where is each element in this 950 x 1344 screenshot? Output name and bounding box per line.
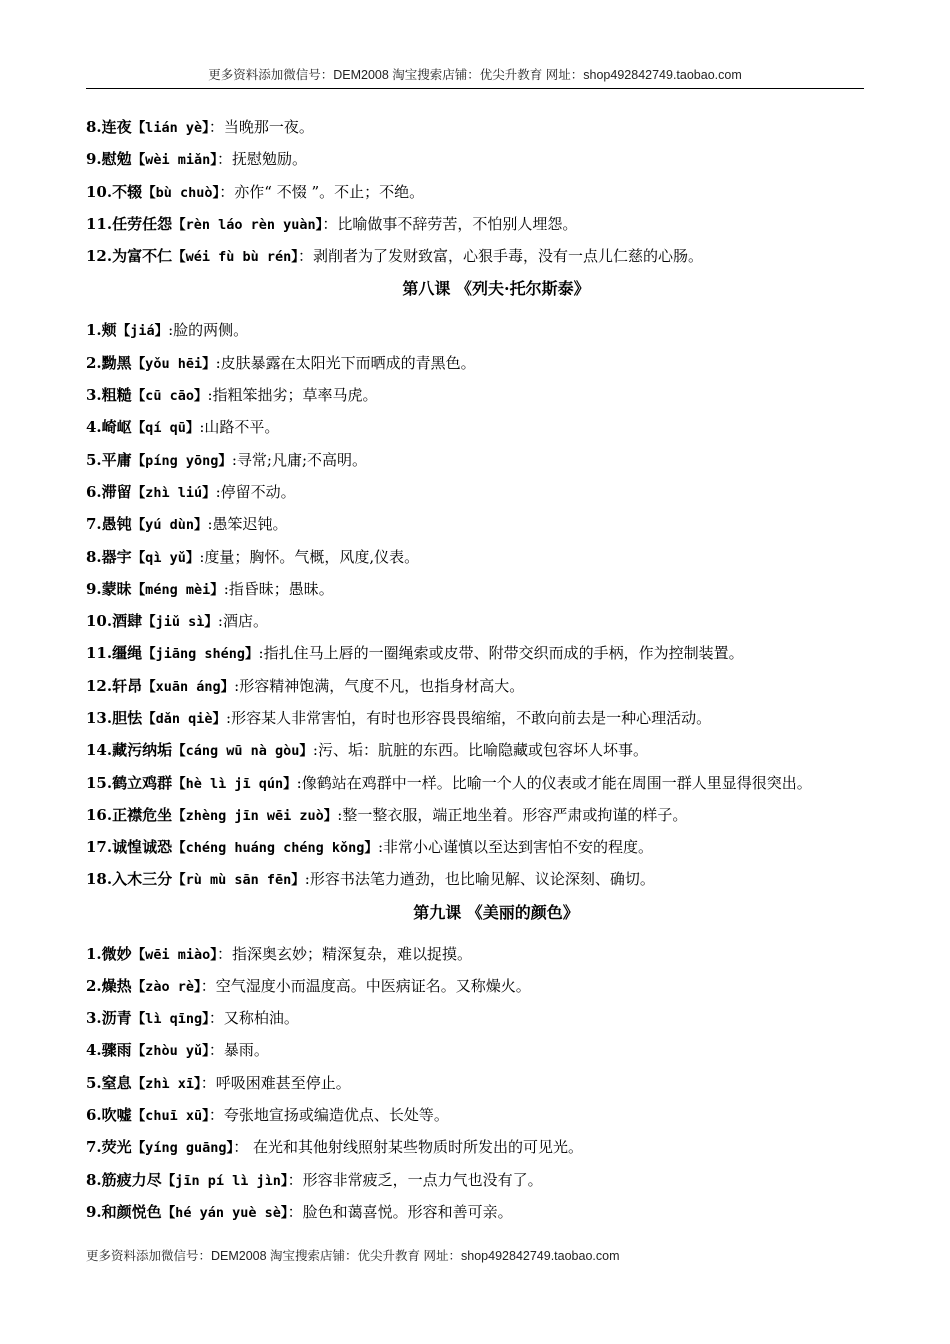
vocab-entry (86, 412, 866, 444)
vocab-pinyin: 【zào rè】 (131, 978, 201, 995)
vocab-entry (86, 768, 866, 800)
vocab-entry (86, 209, 866, 241)
entry-number: 1. (86, 944, 102, 963)
vocab-definition: ：抚慰勉励。 (216, 150, 307, 169)
vocab-entry (86, 315, 866, 347)
vocab-definition: :停留不动。 (215, 482, 296, 501)
vocab-entry (86, 971, 866, 1003)
vocab-word: 颊 (101, 321, 117, 340)
vocab-pinyin: 【xuān áng】 (142, 678, 235, 695)
vocab-entry (86, 1100, 866, 1132)
vocab-word: 蒙昧 (101, 579, 132, 598)
vocab-word: 窒息 (101, 1073, 132, 1092)
entry-number: 7. (86, 1138, 102, 1157)
vocab-definition: ：空气湿度小而温度高。中医病证名。又称燥火。 (200, 976, 531, 995)
vocab-word: 愚钝 (101, 515, 132, 534)
vocab-pinyin: 【cū cāo】 (131, 388, 208, 405)
vocab-pinyin: 【zhì xī】 (131, 1075, 201, 1092)
vocab-word: 沥青 (101, 1009, 132, 1028)
vocab-definition: ：形容非常疲乏，一点力气也没有了。 (287, 1170, 543, 1189)
vocab-word: 燥热 (101, 976, 132, 995)
vocab-entry (86, 703, 866, 735)
lesson-title: 第八课 《列夫·托尔斯泰》 (402, 279, 590, 299)
vocab-definition: :指昏昧；愚昧。 (223, 579, 334, 598)
entry-number: 6. (86, 1106, 102, 1125)
entry-number: 4. (86, 418, 102, 437)
vocab-entry (86, 241, 866, 273)
vocab-definition: ：亦作“ 不惙 ”。不止；不绝。 (219, 182, 425, 201)
vocab-pinyin: 【yíng guāng】 (131, 1140, 234, 1157)
vocab-entry (86, 1035, 866, 1067)
vocab-definition: ：剥削者为了发财致富，心狠手毒，没有一点儿仁慈的心肠。 (298, 247, 704, 266)
vocab-definition: :脸的两侧。 (168, 321, 249, 340)
vocab-word: 吹嘘 (101, 1106, 132, 1125)
vocab-word: 骤雨 (101, 1041, 132, 1060)
vocab-pinyin: 【dǎn qiè】 (142, 711, 227, 728)
entry-number: 4. (86, 1041, 102, 1060)
vocab-word: 入木三分 (112, 870, 173, 889)
vocab-definition: :愚笨迟钝。 (207, 515, 288, 534)
vocab-word: 崎岖 (101, 418, 132, 437)
vocab-pinyin: 【jiǔ sì】 (142, 614, 218, 631)
entry-number: 12. (86, 247, 113, 266)
vocab-pinyin: 【yǒu hēi】 (131, 355, 216, 372)
vocab-pinyin: 【píng yōng】 (131, 452, 232, 469)
vocab-pinyin: 【zhòu yǔ】 (131, 1043, 209, 1060)
vocab-word: 平庸 (101, 450, 132, 469)
vocab-entry (86, 832, 866, 864)
vocab-definition: :指扎住马上唇的一圈绳索或皮带、附带交织而成的手柄，作为控制装置。 (258, 644, 744, 663)
vocab-pinyin: 【chéng huáng chéng kǒng】 (172, 839, 378, 856)
entry-number: 3. (86, 1009, 102, 1028)
vocab-word: 藏污纳垢 (112, 741, 173, 760)
vocab-entry (86, 606, 866, 638)
vocab-definition: ：脸色和蔼喜悦。形容和善可亲。 (287, 1202, 513, 1221)
vocab-word: 正襟危坐 (112, 805, 173, 824)
vocab-word: 筋疲力尽 (101, 1170, 162, 1189)
vocab-pinyin: 【lián yè】 (131, 120, 209, 136)
vocab-pinyin: 【wèi miǎn】 (131, 152, 217, 169)
vocab-entry (86, 1165, 866, 1197)
vocab-definition: ：比喻做事不辞劳苦，不怕别人埋怨。 (322, 214, 578, 233)
vocab-pinyin: 【bù chuò】 (142, 184, 220, 201)
vocab-definition: :寻常;凡庸;不高明。 (231, 450, 368, 469)
vocab-entry (86, 638, 866, 670)
vocab-pinyin: 【yú dùn】 (131, 517, 208, 534)
vocab-pinyin: 【jiāng shéng】 (142, 646, 259, 663)
vocab-pinyin: 【qì yǔ】 (131, 549, 200, 566)
vocab-entry (86, 177, 866, 209)
entry-number: 6. (86, 482, 102, 501)
vocab-definition: ：又称柏油。 (208, 1009, 299, 1028)
vocab-pinyin: 【hé yán yuè sè】 (161, 1204, 288, 1221)
vocab-definition: ：夸张地宣扬或编造优点、长处等。 (208, 1106, 449, 1125)
vocab-word: 连夜 (101, 118, 132, 136)
vocab-entry (86, 477, 866, 509)
vocab-pinyin: 【qí qū】 (131, 420, 200, 437)
vocab-pinyin: 【rèn láo rèn yuàn】 (172, 216, 323, 233)
vocab-definition: :度量；胸怀。气概，风度,仪表。 (199, 547, 420, 566)
vocab-word: 不辍 (112, 182, 143, 201)
entry-number: 9. (86, 150, 102, 169)
vocab-definition: :酒店。 (217, 612, 268, 631)
vocab-definition: ：当晚那一夜。 (208, 118, 314, 136)
entry-number: 3. (86, 386, 102, 405)
vocab-entry (86, 864, 866, 896)
entry-number: 17. (86, 837, 113, 856)
entry-number: 9. (86, 579, 102, 598)
vocab-word: 鹤立鸡群 (112, 773, 173, 792)
vocab-pinyin: 【jīn pí lì jìn】 (161, 1172, 288, 1189)
vocab-definition: :像鹤站在鸡群中一样。比喻一个人的仪表或才能在周围一群人里显得很突出。 (296, 773, 812, 792)
entry-number: 2. (86, 976, 102, 995)
vocab-word: 诚惶诚恐 (112, 837, 173, 856)
vocab-pinyin: 【chuī xū】 (131, 1108, 209, 1125)
vocab-entry (86, 112, 866, 144)
vocab-definition: :非常小心谨慎以至达到害怕不安的程度。 (377, 837, 653, 856)
vocab-pinyin: 【wēi miào】 (131, 946, 217, 963)
entry-number: 12. (86, 676, 113, 695)
vocab-word: 黝黑 (101, 353, 132, 372)
vocab-word: 滞留 (101, 482, 132, 501)
vocab-word: 缰绳 (112, 644, 143, 663)
vocab-pinyin: 【hè lì jī qún】 (172, 775, 297, 792)
vocab-definition: ：指深奥玄妙；精深复杂，难以捉摸。 (216, 944, 472, 963)
vocab-entry (86, 1003, 866, 1035)
vocab-word: 酒肆 (112, 612, 143, 631)
vocab-word: 轩昂 (112, 676, 143, 695)
entry-number: 1. (86, 321, 102, 340)
vocab-word: 为富不仁 (112, 247, 173, 266)
vocab-pinyin: 【wéi fù bù rén】 (172, 249, 299, 266)
entry-number: 14. (86, 741, 113, 760)
entry-number: 13. (86, 709, 113, 728)
vocab-entry (86, 574, 866, 606)
vocab-pinyin: 【zhèng jīn wēi zuò】 (172, 807, 338, 824)
vocab-entry (86, 735, 866, 767)
vocab-definition: :皮肤暴露在太阳光下而晒成的青黑色。 (215, 353, 476, 372)
vocab-definition: :形容某人非常害怕，有时也形容畏畏缩缩，不敢向前去是一种心理活动。 (226, 709, 712, 728)
entry-number: 5. (86, 450, 102, 469)
vocab-entry (86, 509, 866, 541)
vocab-word: 荧光 (101, 1138, 132, 1157)
vocab-entry (86, 1197, 866, 1229)
entry-number: 10. (86, 612, 113, 631)
vocab-definition: :整一整衣服，端正地坐着。形容严肃或拘谨的样子。 (337, 805, 688, 824)
entry-number: 8. (86, 1170, 102, 1189)
vocab-pinyin: 【cáng wū nà gòu】 (172, 743, 313, 760)
vocab-entry (86, 1132, 866, 1164)
vocab-word: 胆怯 (112, 709, 143, 728)
entry-number: 18. (86, 870, 113, 889)
entry-number: 2. (86, 353, 102, 372)
entry-number: 10. (86, 182, 113, 201)
vocab-pinyin: 【zhì liú】 (131, 484, 216, 501)
entry-number: 7. (86, 515, 102, 534)
entry-number: 11. (86, 644, 113, 663)
vocab-word: 器宇 (101, 547, 132, 566)
vocab-entry (86, 939, 866, 971)
vocab-word: 慰勉 (101, 150, 132, 169)
vocab-word: 和颜悦色 (101, 1202, 162, 1221)
vocab-definition: :山路不平。 (199, 418, 280, 437)
vocab-word: 粗糙 (101, 386, 132, 405)
lesson-title: 第九课 《美丽的颜色》 (413, 902, 579, 922)
vocab-definition: :污、垢：肮脏的东西。比喻隐藏或包容坏人坏事。 (312, 741, 648, 760)
entry-number: 11. (86, 214, 113, 233)
vocab-entry (86, 348, 866, 380)
vocab-entry (86, 1068, 866, 1100)
vocab-entry (86, 800, 866, 832)
vocab-definition: :指粗笨拙劣；草率马虎。 (207, 386, 378, 405)
vocab-pinyin: 【jiá】 (116, 323, 169, 340)
entry-number: 15. (86, 773, 113, 792)
vocab-pinyin: 【méng mèi】 (131, 581, 224, 598)
vocabulary-content (86, 112, 866, 1229)
vocab-entry (86, 542, 866, 574)
entry-number: 8. (86, 118, 102, 136)
entry-number: 8. (86, 547, 102, 566)
vocab-definition: :形容精神饱满，气度不凡，也指身材高大。 (234, 676, 525, 695)
entry-number: 5. (86, 1073, 102, 1092)
vocab-entry (86, 445, 866, 477)
vocab-definition: ：暴雨。 (208, 1041, 269, 1060)
entry-number: 16. (86, 805, 113, 824)
entry-number: 9. (86, 1202, 102, 1221)
vocab-pinyin: 【rù mù sān fēn】 (172, 872, 305, 889)
vocab-definition: :形容书法笔力遒劲，也比喻见解、议论深刻、确切。 (304, 870, 655, 889)
vocab-entry (86, 144, 866, 176)
vocab-word: 微妙 (101, 944, 132, 963)
page-header: 更多资料添加微信号：DEM2008 淘宝搜索店铺：优尖升教育 网址：shop492842749.taobao.com (86, 62, 864, 89)
vocab-entry (86, 671, 866, 703)
page-footer: 更多资料添加微信号：DEM2008 淘宝搜索店铺：优尖升教育 网址：shop492842749.taobao.com (86, 1249, 620, 1263)
vocab-definition: ： 在光和其他射线照射某些物质时所发出的可见光。 (233, 1138, 583, 1157)
vocab-pinyin: 【lì qīng】 (131, 1011, 209, 1028)
vocab-word: 任劳任怨 (112, 214, 173, 233)
vocab-definition: ：呼吸困难甚至停止。 (200, 1073, 351, 1092)
vocab-entry (86, 380, 866, 412)
